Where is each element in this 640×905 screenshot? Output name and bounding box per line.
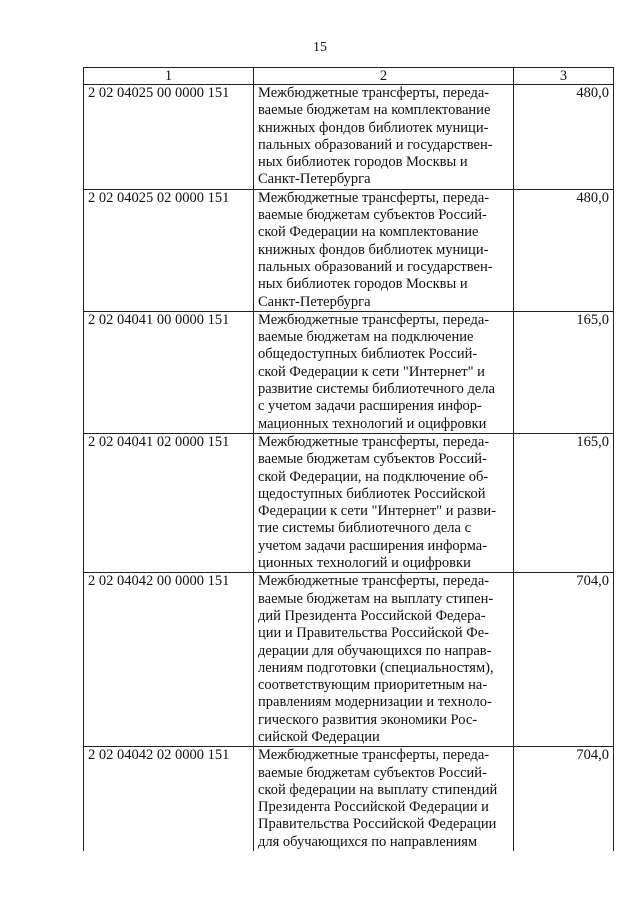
budget-code-cell: 2 02 04041 02 0000 151: [84, 433, 254, 572]
description-line: Межбюджетные трансферты, переда-: [258, 433, 490, 450]
description-cell: [254, 311, 514, 433]
description-line: Межбюджетные трансферты, переда-: [258, 189, 490, 206]
description-line: правлениям модернизации и техноло-: [258, 694, 492, 711]
amount-cell: 704,0: [514, 573, 614, 747]
table-row: [84, 573, 614, 747]
description-cell: [254, 573, 514, 747]
description-line: дий Президента Российской Федера-: [258, 607, 486, 624]
amount-cell: 165,0: [514, 433, 614, 572]
description-line: щедоступных библиотек Российской: [258, 485, 486, 502]
description-line: гического развития экономики Рос-: [258, 711, 478, 728]
description-line: ваемые бюджетам субъектов Россий-: [258, 451, 487, 468]
amount-cell: 480,0: [514, 189, 614, 311]
table-header-row: [84, 68, 614, 85]
budget-code-cell: 2 02 04042 02 0000 151: [84, 747, 254, 851]
description-line: ской Федерации на комплектование: [258, 224, 479, 241]
description-line: книжных фондов библиотек муници-: [258, 119, 489, 136]
description-line: ваемые бюджетам субъектов Россий-: [258, 207, 487, 224]
description-line: Санкт-Петербурга: [258, 293, 371, 310]
description-cell: [254, 189, 514, 311]
description-line: ции и Правительства Российской Фе-: [258, 625, 489, 642]
description-line: пальных образований и государствен-: [258, 258, 493, 275]
description-line: ных библиотек городов Москвы и: [258, 154, 468, 171]
description-line: дерации для обучающихся по направ-: [258, 642, 492, 659]
description-line: общедоступных библиотек Россий-: [258, 346, 478, 363]
description-line: лениям подготовки (специальностям),: [258, 659, 494, 676]
description-line: с учетом задачи расширения инфор-: [258, 398, 482, 415]
description-line: мационных технологий и оцифровки: [258, 415, 487, 432]
description-line: соответствующим приоритетным на-: [258, 677, 488, 694]
description-line: ваемые бюджетам на выплату стипен-: [258, 590, 494, 607]
budget-table: [83, 67, 614, 851]
budget-code-cell: 2 02 04025 00 0000 151: [84, 85, 254, 190]
description-line: ской Федерации к сети "Интернет" и: [258, 363, 485, 380]
description-line: для обучающихся по направлениям: [258, 833, 478, 850]
table-row: [84, 747, 614, 851]
description-cell: [254, 433, 514, 572]
description-line: сийской Федерации: [258, 728, 380, 745]
description-line: тие системы библиотечного дела с: [258, 520, 472, 537]
description-line: Федерации к сети "Интернет" и разви-: [258, 503, 497, 520]
description-line: Правительства Российской Федерации: [258, 816, 497, 833]
description-line: Межбюджетные трансферты, переда-: [258, 573, 490, 590]
amount-cell: 480,0: [514, 85, 614, 190]
description-line: Межбюджетные трансферты, переда-: [258, 747, 490, 764]
budget-code-cell: 2 02 04042 00 0000 151: [84, 573, 254, 747]
table-row: [84, 433, 614, 572]
budget-code-cell: 2 02 04025 02 0000 151: [84, 189, 254, 311]
description-line: Президента Российской Федерации и: [258, 799, 489, 816]
description-line: Санкт-Петербурга: [258, 171, 371, 188]
description-line: ных библиотек городов Москвы и: [258, 276, 468, 293]
description-line: Межбюджетные трансферты, переда-: [258, 311, 490, 328]
description-cell: [254, 747, 514, 851]
description-line: пальных образований и государствен-: [258, 136, 493, 153]
description-line: ской федерации на выплату стипендий: [258, 781, 498, 798]
table-row: [84, 85, 614, 190]
table-body: [84, 85, 614, 852]
amount-cell: 165,0: [514, 311, 614, 433]
description-line: книжных фондов библиотек муници-: [258, 241, 489, 258]
description-cell: [254, 85, 514, 190]
description-line: ской Федерации, на подключение об-: [258, 468, 489, 485]
description-line: Межбюджетные трансферты, переда-: [258, 85, 490, 101]
amount-cell: 704,0: [514, 747, 614, 851]
description-line: ваемые бюджетам на подключение: [258, 329, 474, 346]
description-line: развитие системы библиотечного дела: [258, 381, 495, 398]
page-number: 15: [313, 40, 327, 55]
table-row: [84, 311, 614, 433]
column-header-2: 2: [254, 68, 514, 85]
description-line: ваемые бюджетам на комплектование: [258, 102, 491, 119]
description-line: ционных технологий и оцифровки: [258, 555, 471, 572]
budget-code-cell: 2 02 04041 00 0000 151: [84, 311, 254, 433]
column-header-3: 3: [514, 68, 614, 85]
table-row: [84, 189, 614, 311]
column-header-1: 1: [84, 68, 254, 85]
description-line: учетом задачи расширения информа-: [258, 537, 488, 554]
description-line: ваемые бюджетам субъектов Россий-: [258, 764, 487, 781]
